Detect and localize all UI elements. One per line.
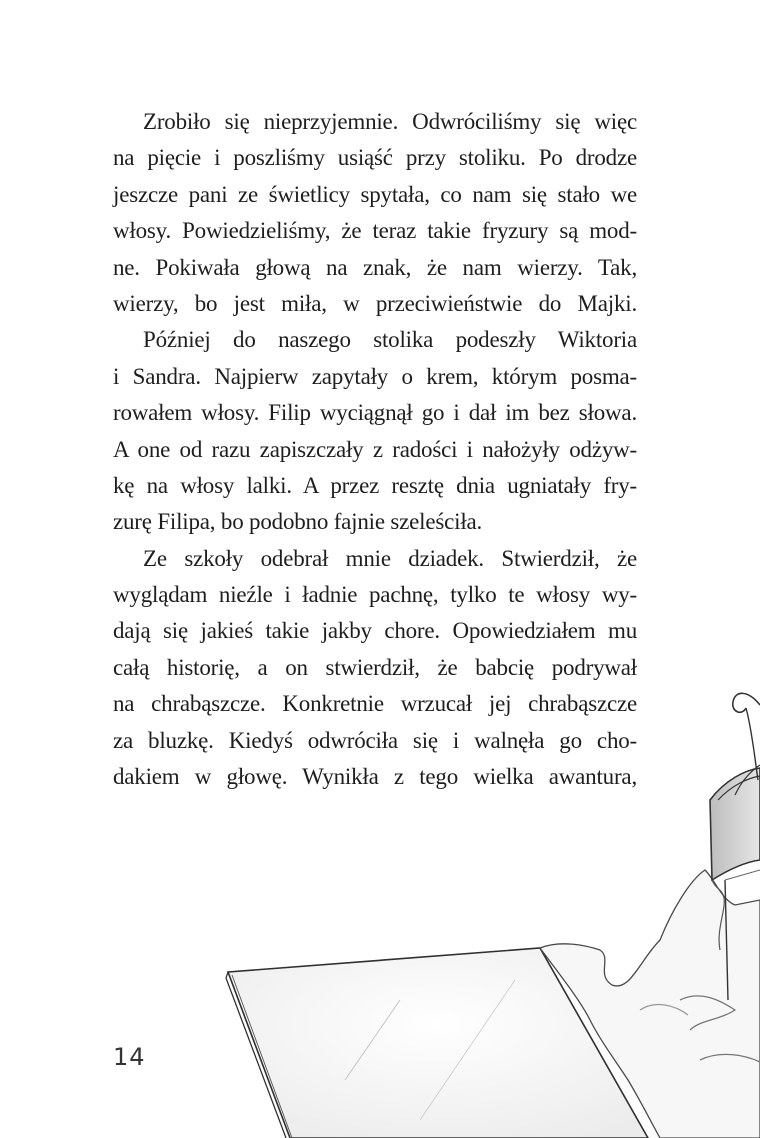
text-line: A one od razu zapiszczały z radości i nałożyły odżyw- xyxy=(113,436,637,462)
paragraph-2 xyxy=(113,322,637,540)
page-number: 14 xyxy=(113,1043,146,1071)
text-line: na pięcie i poszliśmy usiąść przy stoliku. Po drodze xyxy=(113,145,637,171)
jar-drawing xyxy=(710,693,760,1000)
text-line: dakiem w głowę. Wynikła z tego wielka awantura, xyxy=(113,764,637,790)
paragraph-1 xyxy=(113,104,637,322)
text-line: zurę Filipa, bo podobno fajnie szeleściła. xyxy=(113,509,483,535)
cream-spill-drawing xyxy=(540,870,760,1138)
text-line: włosy. Powiedzieliśmy, że teraz takie fryzury są mod- xyxy=(113,218,637,244)
text-line: ne. Pokiwała głową na znak, że nam wierzy. Tak, xyxy=(113,254,637,280)
paragraph-3 xyxy=(113,541,637,796)
text-line: za bluzkę. Kiedyś odwróciła się i walnęła go cho- xyxy=(113,727,637,753)
text-line: na chrabąszcze. Konkretnie wrzucał jej chrabąszcze xyxy=(113,691,637,717)
text-line: kę na włosy lalki. A przez resztę dnia ugniatały fry- xyxy=(113,472,637,498)
text-line: i Sandra. Najpierw zapytały o krem, którym posma- xyxy=(113,363,637,389)
text-line: dają się jakieś takie jakby chore. Opowiedziałem mu xyxy=(113,618,637,644)
text-line: Ze szkoły odebrał mnie dziadek. Stwierdził, że xyxy=(143,545,637,571)
text-line: całą historię, a on stwierdził, że babcię podrywał xyxy=(113,654,637,680)
text-line: jeszcze pani ze świetlicy spytała, co nam się stało we xyxy=(113,181,637,207)
text-line: wyglądam nieźle i ładnie pachnę, tylko te włosy wy- xyxy=(113,582,637,608)
text-line: Później do naszego stolika podeszły Wiktoria xyxy=(143,327,637,353)
book-drawing xyxy=(226,948,648,1138)
body-text xyxy=(113,104,637,795)
text-line: wierzy, bo jest miła, w przeciwieństwie do Majki. xyxy=(113,290,637,316)
text-line: rowałem włosy. Filip wyciągnął go i dał im bez słowa. xyxy=(113,400,637,426)
text-line: Zrobiło się nieprzyjemnie. Odwróciliśmy się więc xyxy=(143,109,637,134)
